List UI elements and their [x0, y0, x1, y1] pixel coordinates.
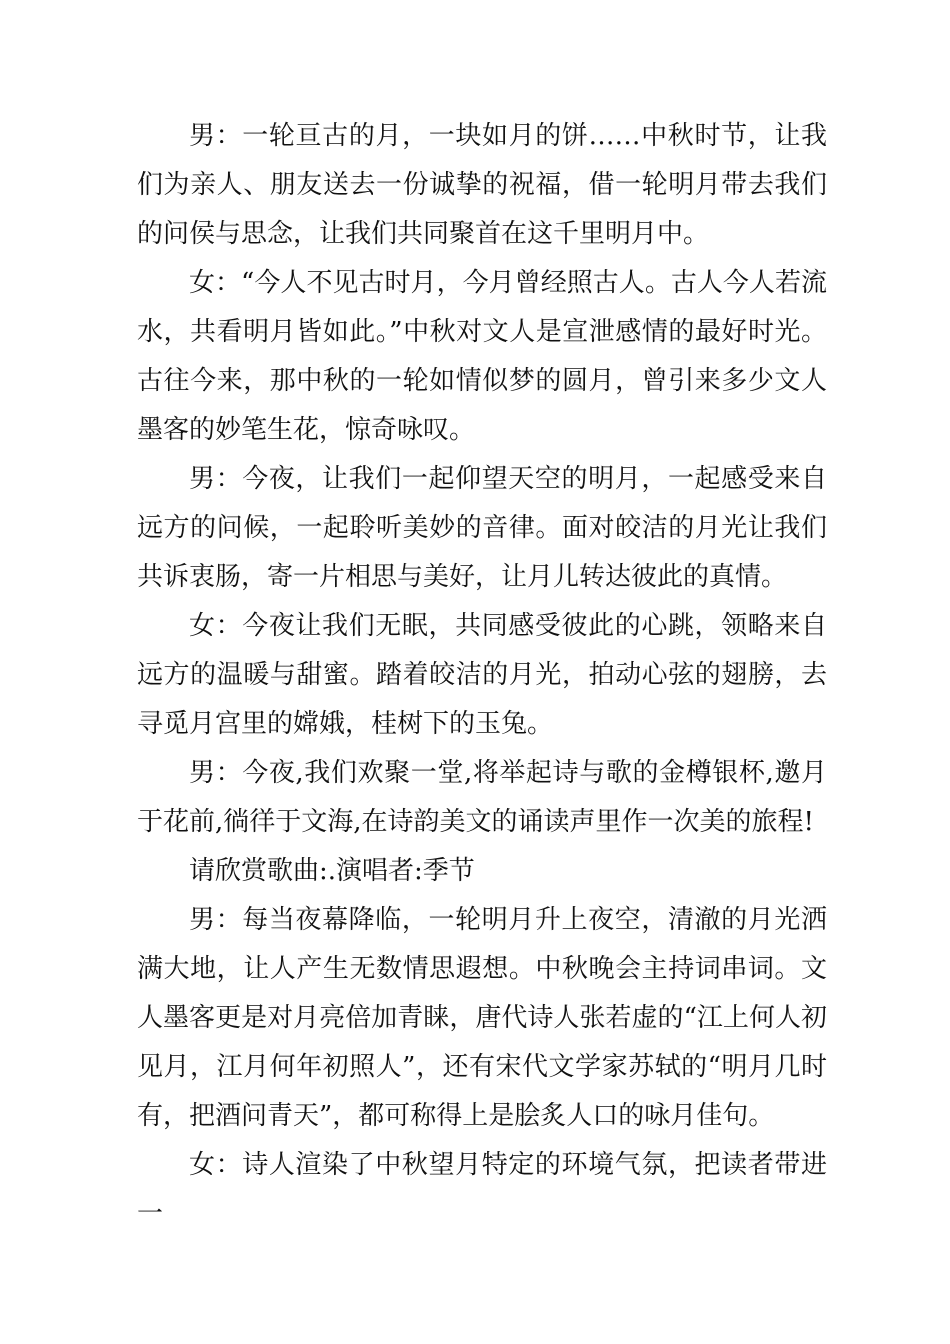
paragraph-4: 女：今夜让我们无眠，共同感受彼此的心跳，领略来自远方的温暖与甜蜜。踏着皎洁的月光，拍动心弦的翅膀，去寻觅月宫里的嫦娥，桂树下的玉兔。	[137, 611, 827, 739]
paragraph-8: 女：诗人渲染了中秋望月特定的环境气氛，把读者带进一	[137, 1150, 827, 1229]
paragraph-7: 男：每当夜幕降临，一轮明月升上夜空，清澈的月光洒满大地，让人产生无数情思遐想。中秋晚会主持词串词。文人墨客更是对月亮倍加青睐，唐代诗人张若虚的“江上何人初见月，江月何年初照人”，还有宋代文学家苏轼的“明月几时有，把酒问青天”，都可称得上是脍炙人口的咏月佳句。	[137, 905, 827, 1131]
paragraph-1: 男：一轮亘古的月，一块如月的饼……中秋时节，让我们为亲人、朋友送去一份诚挚的祝福，借一轮明月带去我们的问侯与思念，让我们共同聚首在这千里明月中。	[137, 121, 827, 249]
paragraph-2: 女：“今人不见古时月，今月曾经照古人。古人今人若流水，共看明月皆如此。”中秋对文人是宣泄感情的最好时光。古往今来，那中秋的一轮如情似梦的圆月，曾引来多少文人墨客的妙笔生花，惊奇咏叹。	[137, 268, 827, 445]
paragraph-3: 男：今夜，让我们一起仰望天空的明月，一起感受来自远方的问候，一起聆听美妙的音律。面对皎洁的月光让我们共诉衷肠，寄一片相思与美好，让月儿转达彼此的真情。	[137, 464, 827, 592]
document-body	[137, 112, 827, 1239]
paragraph-6: 请欣赏歌曲:.演唱者:季节	[189, 856, 475, 886]
paragraph-5: 男：今夜,我们欢聚一堂,将举起诗与歌的金樽银杯,邀月于花前,徜徉于文海,在诗韵美文的诵读声里作一次美的旅程!	[137, 758, 827, 837]
